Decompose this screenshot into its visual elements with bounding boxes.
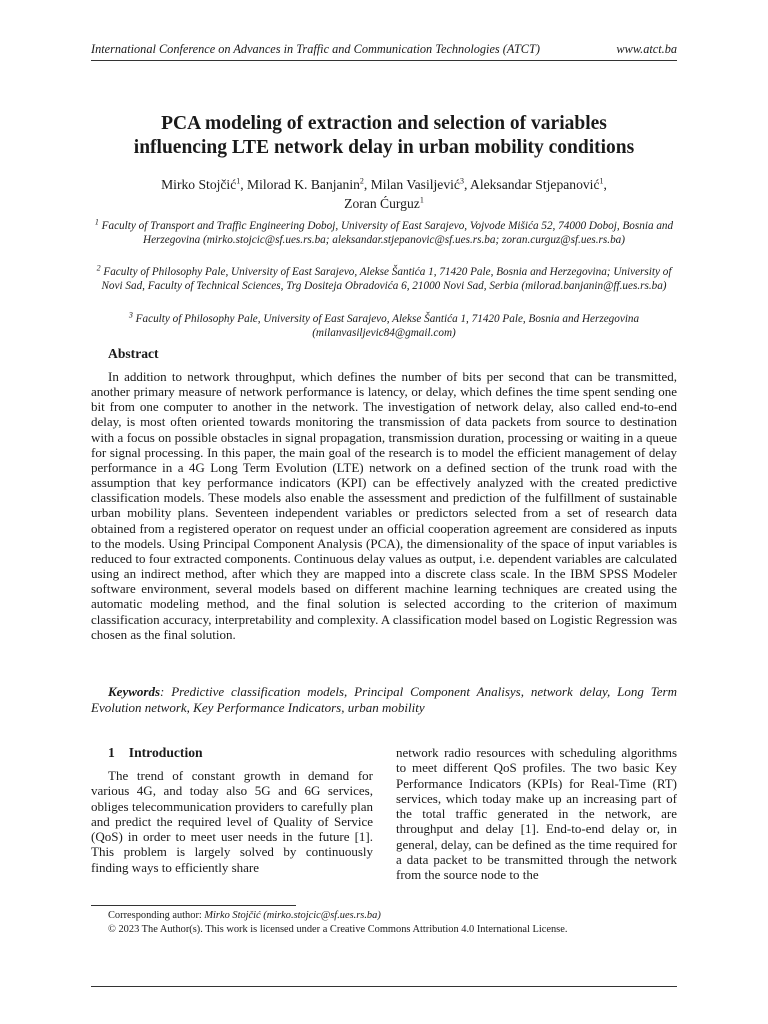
- affiliation: [91, 219, 677, 247]
- paper-title: [91, 112, 677, 160]
- author: [161, 177, 247, 192]
- author-name: Milan Vasiljević: [370, 177, 460, 192]
- corresponding-author: [108, 909, 677, 923]
- corresponding-label: Corresponding author:: [108, 910, 205, 921]
- keywords-label: Keywords: [108, 684, 160, 699]
- author-separator: ,: [363, 177, 371, 192]
- affiliation-text: Faculty of Philosophy Pale, University of East Sarajevo, Alekse Šantića 1, 71420 Pale, Bosnia and Herzegovina (milanvasiljevic84@gmail.com): [135, 313, 640, 339]
- author: [371, 177, 470, 192]
- author-name: Zoran Ćurguz: [344, 196, 420, 211]
- affiliation-mark: 3: [128, 310, 133, 320]
- website-link[interactable]: www.atct.ba: [616, 42, 677, 56]
- author: [247, 177, 371, 192]
- affiliation: [91, 312, 677, 340]
- author: [344, 196, 424, 211]
- running-header: [91, 42, 677, 62]
- author-affiliation-mark: 1: [419, 195, 424, 205]
- author-affiliation-mark: 1: [599, 176, 604, 186]
- keywords: [91, 684, 677, 715]
- author-separator: ,: [463, 177, 470, 192]
- abstract-heading: Abstract: [108, 346, 159, 361]
- author-affiliation-mark: 3: [459, 176, 464, 186]
- author-name: Aleksandar Stjepanović: [470, 177, 600, 192]
- author-affiliation-mark: 1: [236, 176, 241, 186]
- corresponding-email[interactable]: (mirko.stojcic@sf.ues.rs.ba): [263, 910, 381, 921]
- corresponding-name: Mirko Stojčić: [204, 910, 261, 921]
- body-column-right: network radio resources with scheduling algorithms to meet different QoS profiles. The two basic Key Performance Indicators (KPIs) for Real-Time (RT) services, which today make up an increasing part of the total traffic generated in the network, are throughput and delay [1]. End-to-end delay or, in general, delay, can be defined as the time required for a data packet to be transmitted through the network from the source node to the: [396, 745, 677, 883]
- footnote-divider: [91, 905, 296, 906]
- title-line: PCA modeling of extraction and selection of variables: [161, 113, 607, 134]
- section-heading: [108, 745, 203, 761]
- keywords-list: : Predictive classification models, Principal Component Analisys, network delay, Long Term Evolution network, Key Performance Indicators, urban mobility: [91, 684, 677, 715]
- affiliation-text: Faculty of Philosophy Pale, University of East Sarajevo, Alekse Šantića 1, 71420 Pale, Bosnia and Herzegovina; University of Novi Sad, Faculty of Technical Sciences, Trg Dositeja Obradovića 6, 21000 Novi Sad, Serbia (milorad.banjanin@ff.ues.rs.ba): [101, 266, 672, 292]
- author-separator: ,: [603, 177, 607, 192]
- author-name: Milorad K. Banjanin: [247, 177, 360, 192]
- footnote: [108, 909, 677, 936]
- affiliation-mark: 2: [96, 263, 101, 273]
- section-title: Introduction: [128, 745, 203, 760]
- affiliation-text: Faculty of Transport and Traffic Engineering Doboj, University of East Sarajevo, Vojvode Mišića 52, 74000 Doboj, Bosnia and Herzegovina (mirko.stojcic@sf.ues.rs.ba; aleksandar.stjepanovic@sf.ues.rs.ba; zoran.curguz@sf.ues.rs.ba): [101, 220, 674, 246]
- author-affiliation-mark: 2: [359, 176, 364, 186]
- affiliation: [91, 265, 677, 293]
- license-notice: © 2023 The Author(s). This work is licensed under a Creative Commons Attribution 4.0 International License.: [108, 923, 568, 935]
- author-separator: ,: [240, 177, 248, 192]
- author-name: Mirko Stojčić: [161, 177, 237, 192]
- abstract-body: In addition to network throughput, which defines the number of bits per second that can be transmitted, another primary measure of network performance is latency, or delay, which defines the time spent sending one bit from one computer to another in the network. The investigation of network delay, also called end-to-end delay, is most often oriented towards monitoring the transmission of data packets from source to destination with a focus on possible obstacles in signal propagation, transmission duration, processing or waiting in a queue for signal processing. In this paper, the main goal of the research is to model the efficient management of delay performance in a 4G Long Term Evolution (LTE) network on a defined section of the trunk road with the assumption that key performance indicators (KPI) can be effectively analyzed with the created predictive classification models. These models also enable the assessment and prediction of the fulfillment of sustainable urban mobility plans. Seventeen independent variables or predictors selected from a set of research data obtained from a registered operator on request under an official cooperation agreement are considered as inputs to the models. Using Principal Component Analysis (PCA), the dimensionality of the space of input variables is reduced to four extracted components. Continuous delay values as output, i.e. dependent variables are calculated using an indirect method, after which they are mapped into a discrete class scale. In the IBM SPSS Modeler software environment, several models based on different machine learning techniques are created using the automatic modeling method, and the final solution is selected according to the criterion of maximum classification accuracy, interpretability and complexity. A classification model based on Logistic Regression was chosen as the final solution.: [91, 369, 677, 642]
- affiliation-mark: 1: [94, 217, 99, 227]
- author: [470, 177, 607, 192]
- author-list: [91, 175, 677, 213]
- body-column-left: The trend of constant growth in demand for various 4G, and today also 5G and 6G services, obliges telecommunication providers to carefully plan and predict the required level of Quality of Service (QoS) in order to meet user needs in the future [1]. This problem is largely solved by continuously finding ways to efficiently share: [91, 768, 373, 875]
- conference-name: International Conference on Advances in Traffic and Communication Technologies (ATCT): [91, 42, 540, 56]
- header-divider: [91, 60, 677, 61]
- section-number: 1: [108, 745, 115, 760]
- title-line: influencing LTE network delay in urban mobility conditions: [133, 137, 635, 158]
- footer-divider: [91, 986, 677, 987]
